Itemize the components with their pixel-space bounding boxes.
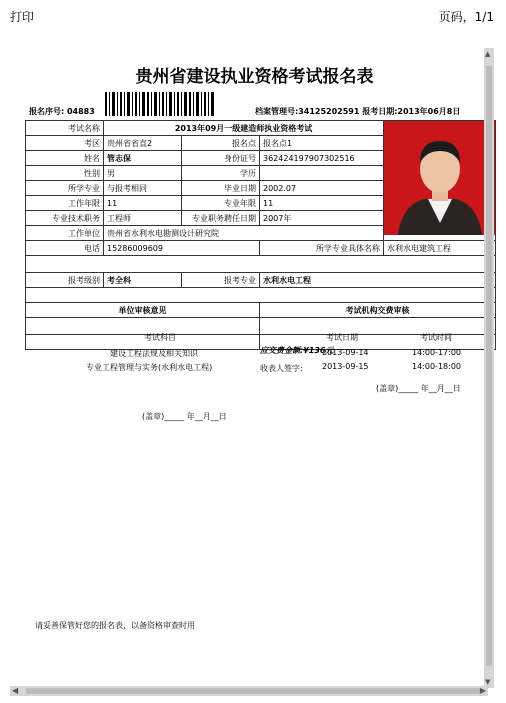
phone-label: 电话: [26, 241, 104, 256]
fee-review-blank: [260, 318, 496, 335]
receiver-signature-label: 收表人签字:: [260, 364, 303, 373]
gender-label: 性别: [26, 166, 104, 181]
major-detail-label: 所学专业具体名称: [260, 241, 384, 256]
level-label: 报考级别: [26, 273, 104, 288]
applicant-photo: [384, 121, 495, 235]
subject-header: 考试科目: [144, 333, 176, 342]
employer-label: 工作单位: [26, 226, 104, 241]
education-value: [260, 166, 384, 181]
education-label: 学历: [182, 166, 260, 181]
major-years-value: 11: [260, 196, 384, 211]
exam-name-value: 2013年09月一级建造师执业资格考试: [104, 121, 384, 136]
exam-subject-2: 专业工程管理与实务(水利水电工程): [86, 363, 213, 372]
unit-review-blank: [26, 318, 260, 335]
specialty-label: 报考专业: [182, 273, 260, 288]
grad-date-label: 毕业日期: [182, 181, 260, 196]
blank-row: [26, 256, 496, 273]
name-label: 姓名: [26, 151, 104, 166]
gender-value: 男: [104, 166, 182, 181]
vertical-scrollbar[interactable]: [484, 48, 494, 688]
major-label: 所学专业: [26, 181, 104, 196]
horizontal-scroll-thumb[interactable]: [26, 688, 481, 694]
print-button[interactable]: 打印: [10, 10, 35, 24]
exam-time-1: 14:00-17:00: [412, 348, 461, 357]
exam-area-value: 贵州省省直2: [104, 136, 182, 151]
horizontal-scrollbar[interactable]: [10, 686, 488, 696]
level-value: 考全科: [104, 273, 182, 288]
major-value: 与报考相同: [104, 181, 182, 196]
archive-and-date: 档案管理号:34125202591 报考日期:2013年06月8日: [255, 107, 461, 116]
scroll-right-icon[interactable]: ▶: [479, 686, 486, 695]
name-value: 管志保: [104, 151, 182, 166]
registration-number: 报名序号: 04883: [29, 107, 95, 116]
specialty-value: 水利水电工程: [260, 273, 496, 288]
fee-review-header: 考试机构交费审核: [260, 303, 496, 318]
registration-table: [25, 120, 496, 421]
exam-area-label: 考区: [26, 136, 104, 151]
major-years-label: 专业年限: [182, 196, 260, 211]
work-years-label: 工作年限: [26, 196, 104, 211]
phone-value: 15286009609: [104, 241, 260, 256]
exam-name-label: 考试名称: [26, 121, 104, 136]
id-label: 身份证号: [182, 151, 260, 166]
scroll-down-icon[interactable]: ▼: [485, 678, 491, 686]
footer-note: 请妥善保管好您的报名表，以备资格审查时用: [35, 621, 195, 630]
document-page: [25, 60, 484, 680]
reg-point-label: 报名点: [182, 136, 260, 151]
employer-value: 贵州省水利水电勘测设计研究院: [104, 226, 384, 241]
unit-review-header: 单位审核意见: [26, 303, 260, 318]
id-value: 362424197907302516: [260, 151, 384, 166]
major-detail-value: 水利水电建筑工程: [384, 241, 496, 256]
exam-subject-1: 建设工程法规及相关知识: [110, 349, 198, 358]
exam-date-2: 2013-09-15: [322, 362, 369, 371]
photo-cell: [384, 121, 496, 241]
title-date-label: 专业职务聘任日期: [182, 211, 260, 226]
scroll-left-icon[interactable]: ◀: [12, 686, 19, 695]
title-date-value: 2007年: [260, 211, 384, 226]
vertical-scroll-thumb[interactable]: [486, 66, 492, 666]
barcode-image: [105, 92, 215, 116]
time-header: 考试时间: [420, 333, 452, 342]
page-indicator: 页码，1/1: [438, 10, 494, 24]
title-value: 工程师: [104, 211, 182, 226]
scroll-up-icon[interactable]: ▲: [485, 50, 491, 58]
title-label: 专业技术职务: [26, 211, 104, 226]
fee-seal-line: (盖章)_____ 年__月__日: [376, 384, 461, 393]
grad-date-value: 2002.07: [260, 181, 384, 196]
work-years-value: 11: [104, 196, 182, 211]
reg-point-value: 报名点1: [260, 136, 384, 151]
exam-time-2: 14:00-18:00: [412, 362, 461, 371]
fee-amount: 应交费金额:¥136元: [260, 346, 334, 355]
unit-seal-line: (盖章)_____ 年__月__日: [142, 412, 227, 421]
exam-date-1: 2013-09-14: [322, 348, 369, 357]
date-header: 考试日期: [326, 333, 358, 342]
form-title: 贵州省建设执业资格考试报名表: [135, 67, 374, 87]
